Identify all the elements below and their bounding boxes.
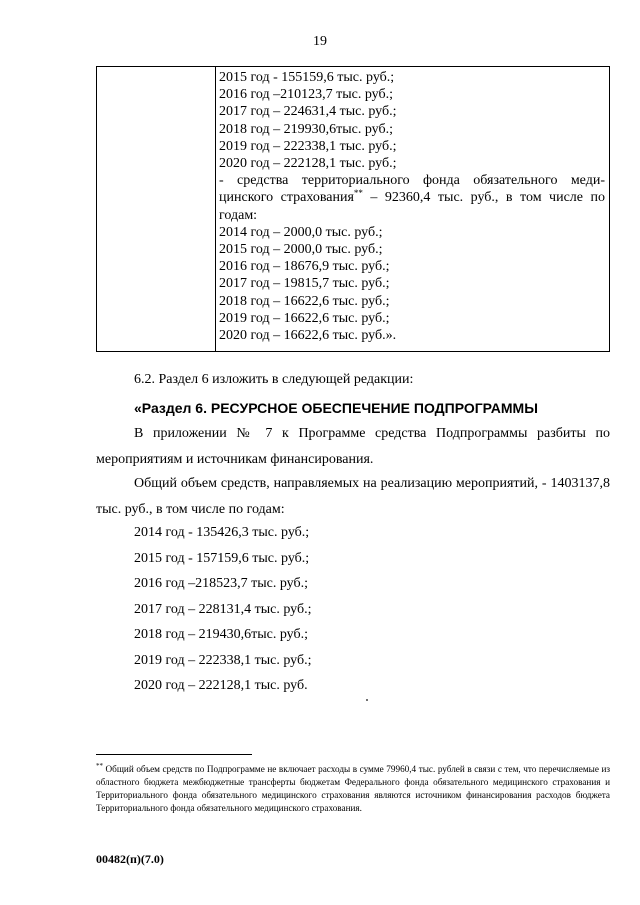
fund-line-2-start: цинского страхования: [219, 190, 354, 206]
fund-line-1: - средства территориального фонда обязательного меди-: [219, 173, 605, 189]
table-row: 2020 год – 222128,1 тыс. руб.;: [219, 156, 397, 172]
footnote-reference: **: [353, 188, 363, 199]
fund-line-2-end: – 92360,4 тыс. руб., в том числе по: [362, 190, 605, 206]
fund-row: 2017 год – 19815,7 тыс. руб.;: [219, 276, 390, 292]
fund-row: 2016 год – 18676,9 тыс. руб.;: [219, 259, 390, 275]
footnote: [96, 760, 610, 815]
fund-row: 2018 год – 16622,6 тыс. руб.;: [219, 293, 390, 309]
fund-row: 2014 год – 2000,0 тыс. руб.;: [219, 224, 383, 240]
section-heading: «Раздел 6. РЕСУРСНОЕ ОБЕСПЕЧЕНИЕ ПОДПРОГРАММЫ: [134, 400, 538, 416]
table-row: 2015 год - 155159,6 тыс. руб.;: [219, 70, 395, 85]
scan-dot: [366, 699, 368, 701]
section-intro: 6.2. Раздел 6 изложить в следующей редакции:: [134, 372, 414, 387]
footnote-separator: [96, 754, 252, 755]
paragraph-appendix: В приложении № 7 к Программе средства Подпрограммы разбиты по мероприятиям и источникам финансирования.: [96, 426, 610, 467]
table-row: 2017 год – 224631,4 тыс. руб.;: [219, 104, 397, 120]
year-list: [134, 520, 312, 699]
table-column-divider: [215, 67, 216, 351]
table-row: 2019 год – 222338,1 тыс. руб.;: [219, 138, 397, 154]
page-number: 19: [313, 34, 327, 49]
fund-row: 2020 год – 16622,6 тыс. руб.».: [219, 328, 397, 344]
year-row: 2018 год – 219430,6тыс. руб.;: [134, 627, 308, 642]
fund-line-3: годам:: [219, 207, 258, 223]
footnote-text: Общий объем средств по Подпрограмме не включает расходы в сумме 79960,4 тыс. рублей в связи с тем, что перечисляемые из областного бюджета межбюджетные трансферты бюджетам Федерального фонда обязательного медицинского страхования и Территориального фонда обязательного медицинского страхования являются источником финансирования расходов бюджета Территориального фонда обязательного медицинского страхования.: [96, 764, 610, 814]
footnote-mark: **: [96, 762, 103, 770]
table-row: 2016 год –210123,7 тыс. руб.;: [219, 87, 393, 103]
year-row: 2020 год – 222128,1 тыс. руб.: [134, 678, 308, 693]
funding-table: [96, 66, 610, 352]
fund-line-2: [219, 189, 605, 206]
year-row: 2016 год –218523,7 тыс. руб.;: [134, 576, 308, 591]
table-row: 2018 год – 219930,6тыс. руб.;: [219, 121, 393, 137]
fund-row: 2015 год – 2000,0 тыс. руб.;: [219, 242, 383, 258]
year-row: 2015 год - 157159,6 тыс. руб.;: [134, 550, 310, 566]
fund-row: 2019 год – 16622,6 тыс. руб.;: [219, 310, 390, 326]
year-row: 2017 год – 228131,4 тыс. руб.;: [134, 601, 312, 617]
table-content-cell: [219, 69, 605, 344]
year-row: 2019 год – 222338,1 тыс. руб.;: [134, 652, 312, 668]
document-code: 00482(п)(7.0): [96, 852, 164, 866]
year-row: 2014 год - 135426,3 тыс. руб.;: [134, 525, 310, 540]
paragraph-total: Общий объем средств, направляемых на реализацию мероприятий, - 1403137,8 тыс. руб., в том числе по годам:: [96, 476, 610, 517]
